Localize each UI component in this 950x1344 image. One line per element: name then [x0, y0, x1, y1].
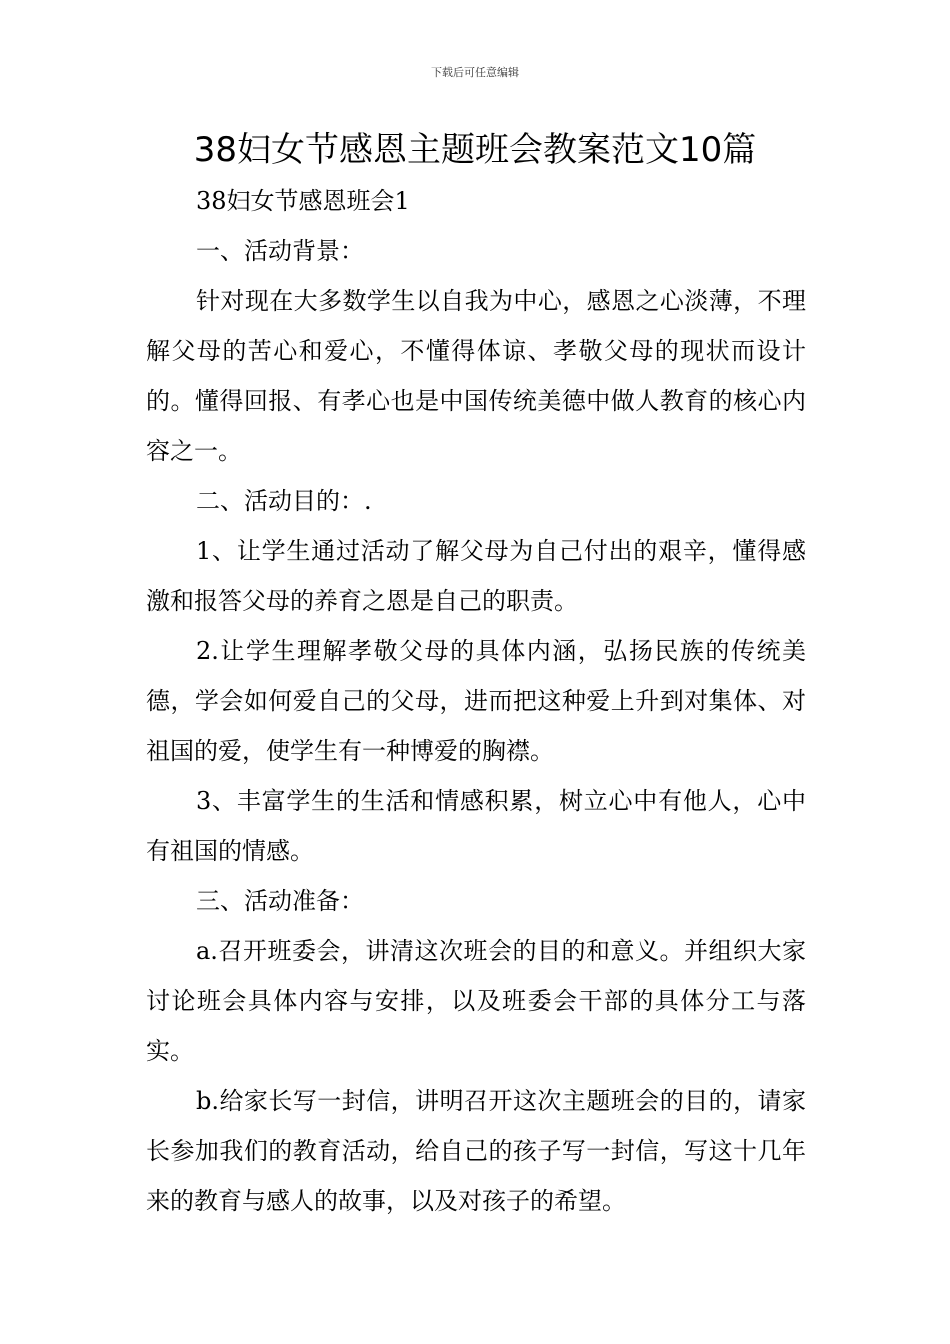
header-note: 下载后可任意编辑 [431, 66, 519, 79]
paragraph-goal-2: 2.让学生理解孝敬父母的具体内涵，弘扬民族的传统美德，学会如何爱自己的父母，进而把这种爱上升到对集体、对祖国的爱，使学生有一种博爱的胸襟。 [146, 637, 806, 765]
paragraph-subtitle: 38妇女节感恩班会1 [196, 187, 410, 215]
paragraph-preparation-b: b.给家长写一封信，讲明召开这次主题班会的目的，请家长参加我们的教育活动，给自己的孩子写一封信，写这十几年来的教育与感人的故事，以及对孩子的希望。 [146, 1087, 806, 1215]
paragraph-section-goals: 二、活动目的：. [196, 487, 372, 515]
paragraph-goal-1: 1、让学生通过活动了解父母为自己付出的艰辛，懂得感激和报答父母的养育之恩是自己的职责。 [146, 537, 806, 615]
document-body [146, 176, 806, 1226]
paragraph-section-preparation: 三、活动准备： [196, 887, 364, 915]
paragraph-preparation-a: a.召开班委会，讲清这次班会的目的和意义。并组织大家讨论班会具体内容与安排，以及班委会干部的具体分工与落实。 [146, 937, 806, 1065]
paragraph-section-background: 一、活动背景： [196, 237, 364, 265]
document-title: 38妇女节感恩主题班会教案范文10篇 [193, 130, 757, 170]
paragraph-goal-3: 3、丰富学生的生活和情感积累，树立心中有他人，心中有祖国的情感。 [146, 787, 806, 865]
paragraph-background-text: 针对现在大多数学生以自我为中心，感恩之心淡薄，不理解父母的苦心和爱心，不懂得体谅、孝敬父母的现状而设计的。懂得回报、有孝心也是中国传统美德中做人教育的核心内容之一。 [146, 287, 806, 465]
